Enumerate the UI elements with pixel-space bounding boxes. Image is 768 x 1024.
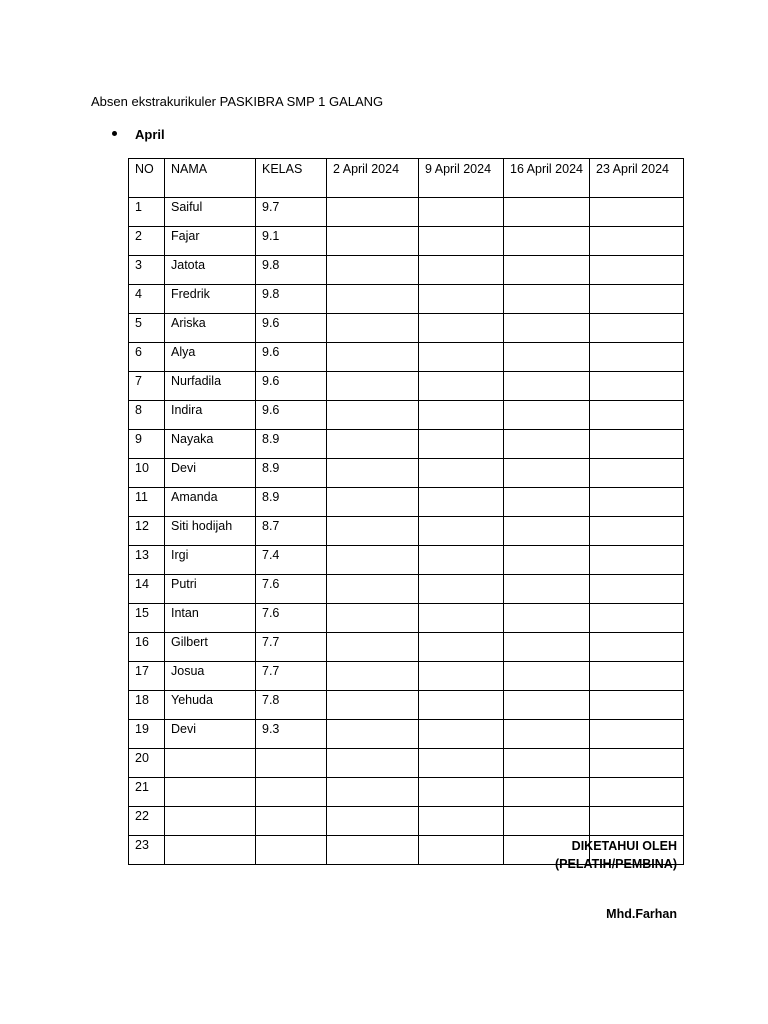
cell-date-2 [419,285,504,314]
cell-date-2 [419,662,504,691]
cell-date-3 [504,430,590,459]
header-nama: NAMA [165,159,256,198]
cell-no: 23 [129,836,165,865]
header-no: NO [129,159,165,198]
table-row [129,691,684,720]
cell-no: 5 [129,314,165,343]
signature-role: (PELATIH/PEMBINA) [555,857,677,871]
cell-date-3 [504,691,590,720]
cell-kelas: 9.1 [256,227,327,256]
cell-date-2 [419,836,504,865]
cell-date-4 [590,778,684,807]
cell-no: 19 [129,720,165,749]
cell-date-2 [419,749,504,778]
table-row [129,604,684,633]
cell-date-3 [504,314,590,343]
cell-date-4 [590,662,684,691]
cell-date-1 [327,430,419,459]
cell-kelas: 9.3 [256,720,327,749]
table-row [129,459,684,488]
cell-date-2 [419,633,504,662]
cell-date-3 [504,662,590,691]
cell-nama: Josua [165,662,256,691]
cell-date-4 [590,575,684,604]
cell-date-4 [590,372,684,401]
cell-date-1 [327,517,419,546]
cell-no: 10 [129,459,165,488]
cell-date-4 [590,546,684,575]
cell-no: 6 [129,343,165,372]
cell-kelas: 7.4 [256,546,327,575]
cell-nama: Siti hodijah [165,517,256,546]
cell-kelas: 8.7 [256,517,327,546]
cell-date-2 [419,401,504,430]
cell-kelas: 8.9 [256,488,327,517]
cell-no: 11 [129,488,165,517]
cell-date-1 [327,720,419,749]
table-row [129,343,684,372]
signature-label: DIKETAHUI OLEH [571,839,677,853]
table-row [129,662,684,691]
cell-date-3 [504,488,590,517]
cell-no: 7 [129,372,165,401]
cell-no: 3 [129,256,165,285]
cell-nama [165,807,256,836]
cell-no: 21 [129,778,165,807]
cell-date-1 [327,488,419,517]
cell-kelas [256,749,327,778]
cell-nama: Putri [165,575,256,604]
cell-nama: Devi [165,459,256,488]
cell-date-2 [419,720,504,749]
cell-date-4 [590,633,684,662]
cell-no: 22 [129,807,165,836]
header-date-1: 2 April 2024 [327,159,419,198]
cell-kelas: 9.6 [256,401,327,430]
cell-date-2 [419,256,504,285]
cell-no: 17 [129,662,165,691]
cell-date-3 [504,807,590,836]
cell-date-2 [419,488,504,517]
table-row [129,401,684,430]
cell-date-4 [590,604,684,633]
cell-no: 2 [129,227,165,256]
cell-date-1 [327,227,419,256]
cell-no: 8 [129,401,165,430]
cell-kelas: 7.8 [256,691,327,720]
table-row [129,256,684,285]
cell-nama: Gilbert [165,633,256,662]
cell-date-3 [504,517,590,546]
cell-nama: Saiful [165,198,256,227]
cell-kelas [256,807,327,836]
cell-date-3 [504,285,590,314]
cell-nama: Ariska [165,314,256,343]
cell-date-3 [504,372,590,401]
cell-date-4 [590,459,684,488]
cell-no: 20 [129,749,165,778]
cell-date-1 [327,256,419,285]
cell-no: 9 [129,430,165,459]
month-bullet [112,126,165,144]
cell-date-2 [419,778,504,807]
cell-date-1 [327,285,419,314]
cell-kelas: 7.7 [256,662,327,691]
cell-date-3 [504,546,590,575]
header-date-4: 23 April 2024 [590,159,684,198]
cell-kelas: 9.8 [256,256,327,285]
cell-date-1 [327,401,419,430]
cell-kelas: 7.7 [256,633,327,662]
table-row [129,488,684,517]
attendance-table [128,158,684,865]
table-row [129,546,684,575]
cell-kelas: 7.6 [256,604,327,633]
cell-nama: Amanda [165,488,256,517]
cell-date-2 [419,691,504,720]
cell-date-1 [327,633,419,662]
cell-no: 18 [129,691,165,720]
table-body [129,198,684,865]
table-row [129,372,684,401]
cell-nama: Nayaka [165,430,256,459]
table-row [129,430,684,459]
cell-date-3 [504,720,590,749]
header-kelas: KELAS [256,159,327,198]
cell-date-2 [419,807,504,836]
cell-kelas: 9.8 [256,285,327,314]
cell-date-4 [590,285,684,314]
table-row [129,778,684,807]
cell-no: 13 [129,546,165,575]
cell-date-4 [590,314,684,343]
cell-date-3 [504,343,590,372]
cell-date-4 [590,517,684,546]
cell-nama: Intan [165,604,256,633]
cell-date-2 [419,517,504,546]
cell-kelas: 7.6 [256,575,327,604]
cell-date-2 [419,575,504,604]
cell-date-2 [419,430,504,459]
cell-date-3 [504,459,590,488]
cell-date-4 [590,430,684,459]
cell-date-1 [327,604,419,633]
cell-date-2 [419,459,504,488]
cell-date-1 [327,198,419,227]
cell-no: 1 [129,198,165,227]
cell-no: 12 [129,517,165,546]
cell-date-1 [327,372,419,401]
cell-kelas: 9.7 [256,198,327,227]
cell-date-2 [419,227,504,256]
table-row [129,720,684,749]
cell-no: 16 [129,633,165,662]
cell-nama: Jatota [165,256,256,285]
cell-kelas: 8.9 [256,459,327,488]
cell-kelas: 9.6 [256,343,327,372]
cell-date-2 [419,546,504,575]
cell-date-1 [327,662,419,691]
cell-date-1 [327,778,419,807]
cell-date-2 [419,343,504,372]
cell-date-3 [504,227,590,256]
cell-date-1 [327,807,419,836]
table-row [129,285,684,314]
cell-date-1 [327,836,419,865]
cell-date-3 [504,633,590,662]
cell-date-2 [419,198,504,227]
cell-nama: Indira [165,401,256,430]
cell-nama: Alya [165,343,256,372]
cell-date-3 [504,575,590,604]
cell-date-4 [590,807,684,836]
signature-name: Mhd.Farhan [606,907,677,921]
cell-date-4 [590,343,684,372]
cell-no: 14 [129,575,165,604]
cell-date-4 [590,720,684,749]
table-row [129,198,684,227]
cell-date-4 [590,691,684,720]
cell-nama: Yehuda [165,691,256,720]
table-row [129,807,684,836]
cell-date-1 [327,459,419,488]
month-label: April [135,127,165,142]
cell-date-1 [327,343,419,372]
header-date-2: 9 April 2024 [419,159,504,198]
bullet-dot-icon [112,131,117,136]
cell-kelas: 8.9 [256,430,327,459]
cell-kelas: 9.6 [256,314,327,343]
cell-date-4 [590,227,684,256]
cell-nama [165,749,256,778]
cell-date-2 [419,372,504,401]
cell-date-3 [504,198,590,227]
cell-nama [165,836,256,865]
cell-date-3 [504,256,590,285]
table-row [129,749,684,778]
header-date-3: 16 April 2024 [504,159,590,198]
cell-date-3 [504,749,590,778]
cell-date-4 [590,198,684,227]
cell-date-4 [590,749,684,778]
document-title: Absen ekstrakurikuler PASKIBRA SMP 1 GALANG [91,94,384,109]
cell-date-1 [327,749,419,778]
table-row [129,227,684,256]
cell-nama: Fredrik [165,285,256,314]
cell-nama: Irgi [165,546,256,575]
cell-date-1 [327,314,419,343]
table-row [129,633,684,662]
cell-nama: Nurfadila [165,372,256,401]
cell-no: 4 [129,285,165,314]
cell-date-1 [327,575,419,604]
cell-date-3 [504,401,590,430]
table-row [129,314,684,343]
cell-date-3 [504,604,590,633]
table-header-row [129,159,684,198]
table-row [129,575,684,604]
cell-nama: Devi [165,720,256,749]
cell-date-4 [590,256,684,285]
cell-kelas [256,836,327,865]
cell-nama [165,778,256,807]
cell-date-4 [590,401,684,430]
cell-date-2 [419,604,504,633]
cell-no: 15 [129,604,165,633]
cell-date-1 [327,691,419,720]
cell-date-1 [327,546,419,575]
cell-kelas: 9.6 [256,372,327,401]
cell-date-2 [419,314,504,343]
cell-kelas [256,778,327,807]
cell-nama: Fajar [165,227,256,256]
cell-date-4 [590,488,684,517]
table-row [129,517,684,546]
cell-date-3 [504,778,590,807]
